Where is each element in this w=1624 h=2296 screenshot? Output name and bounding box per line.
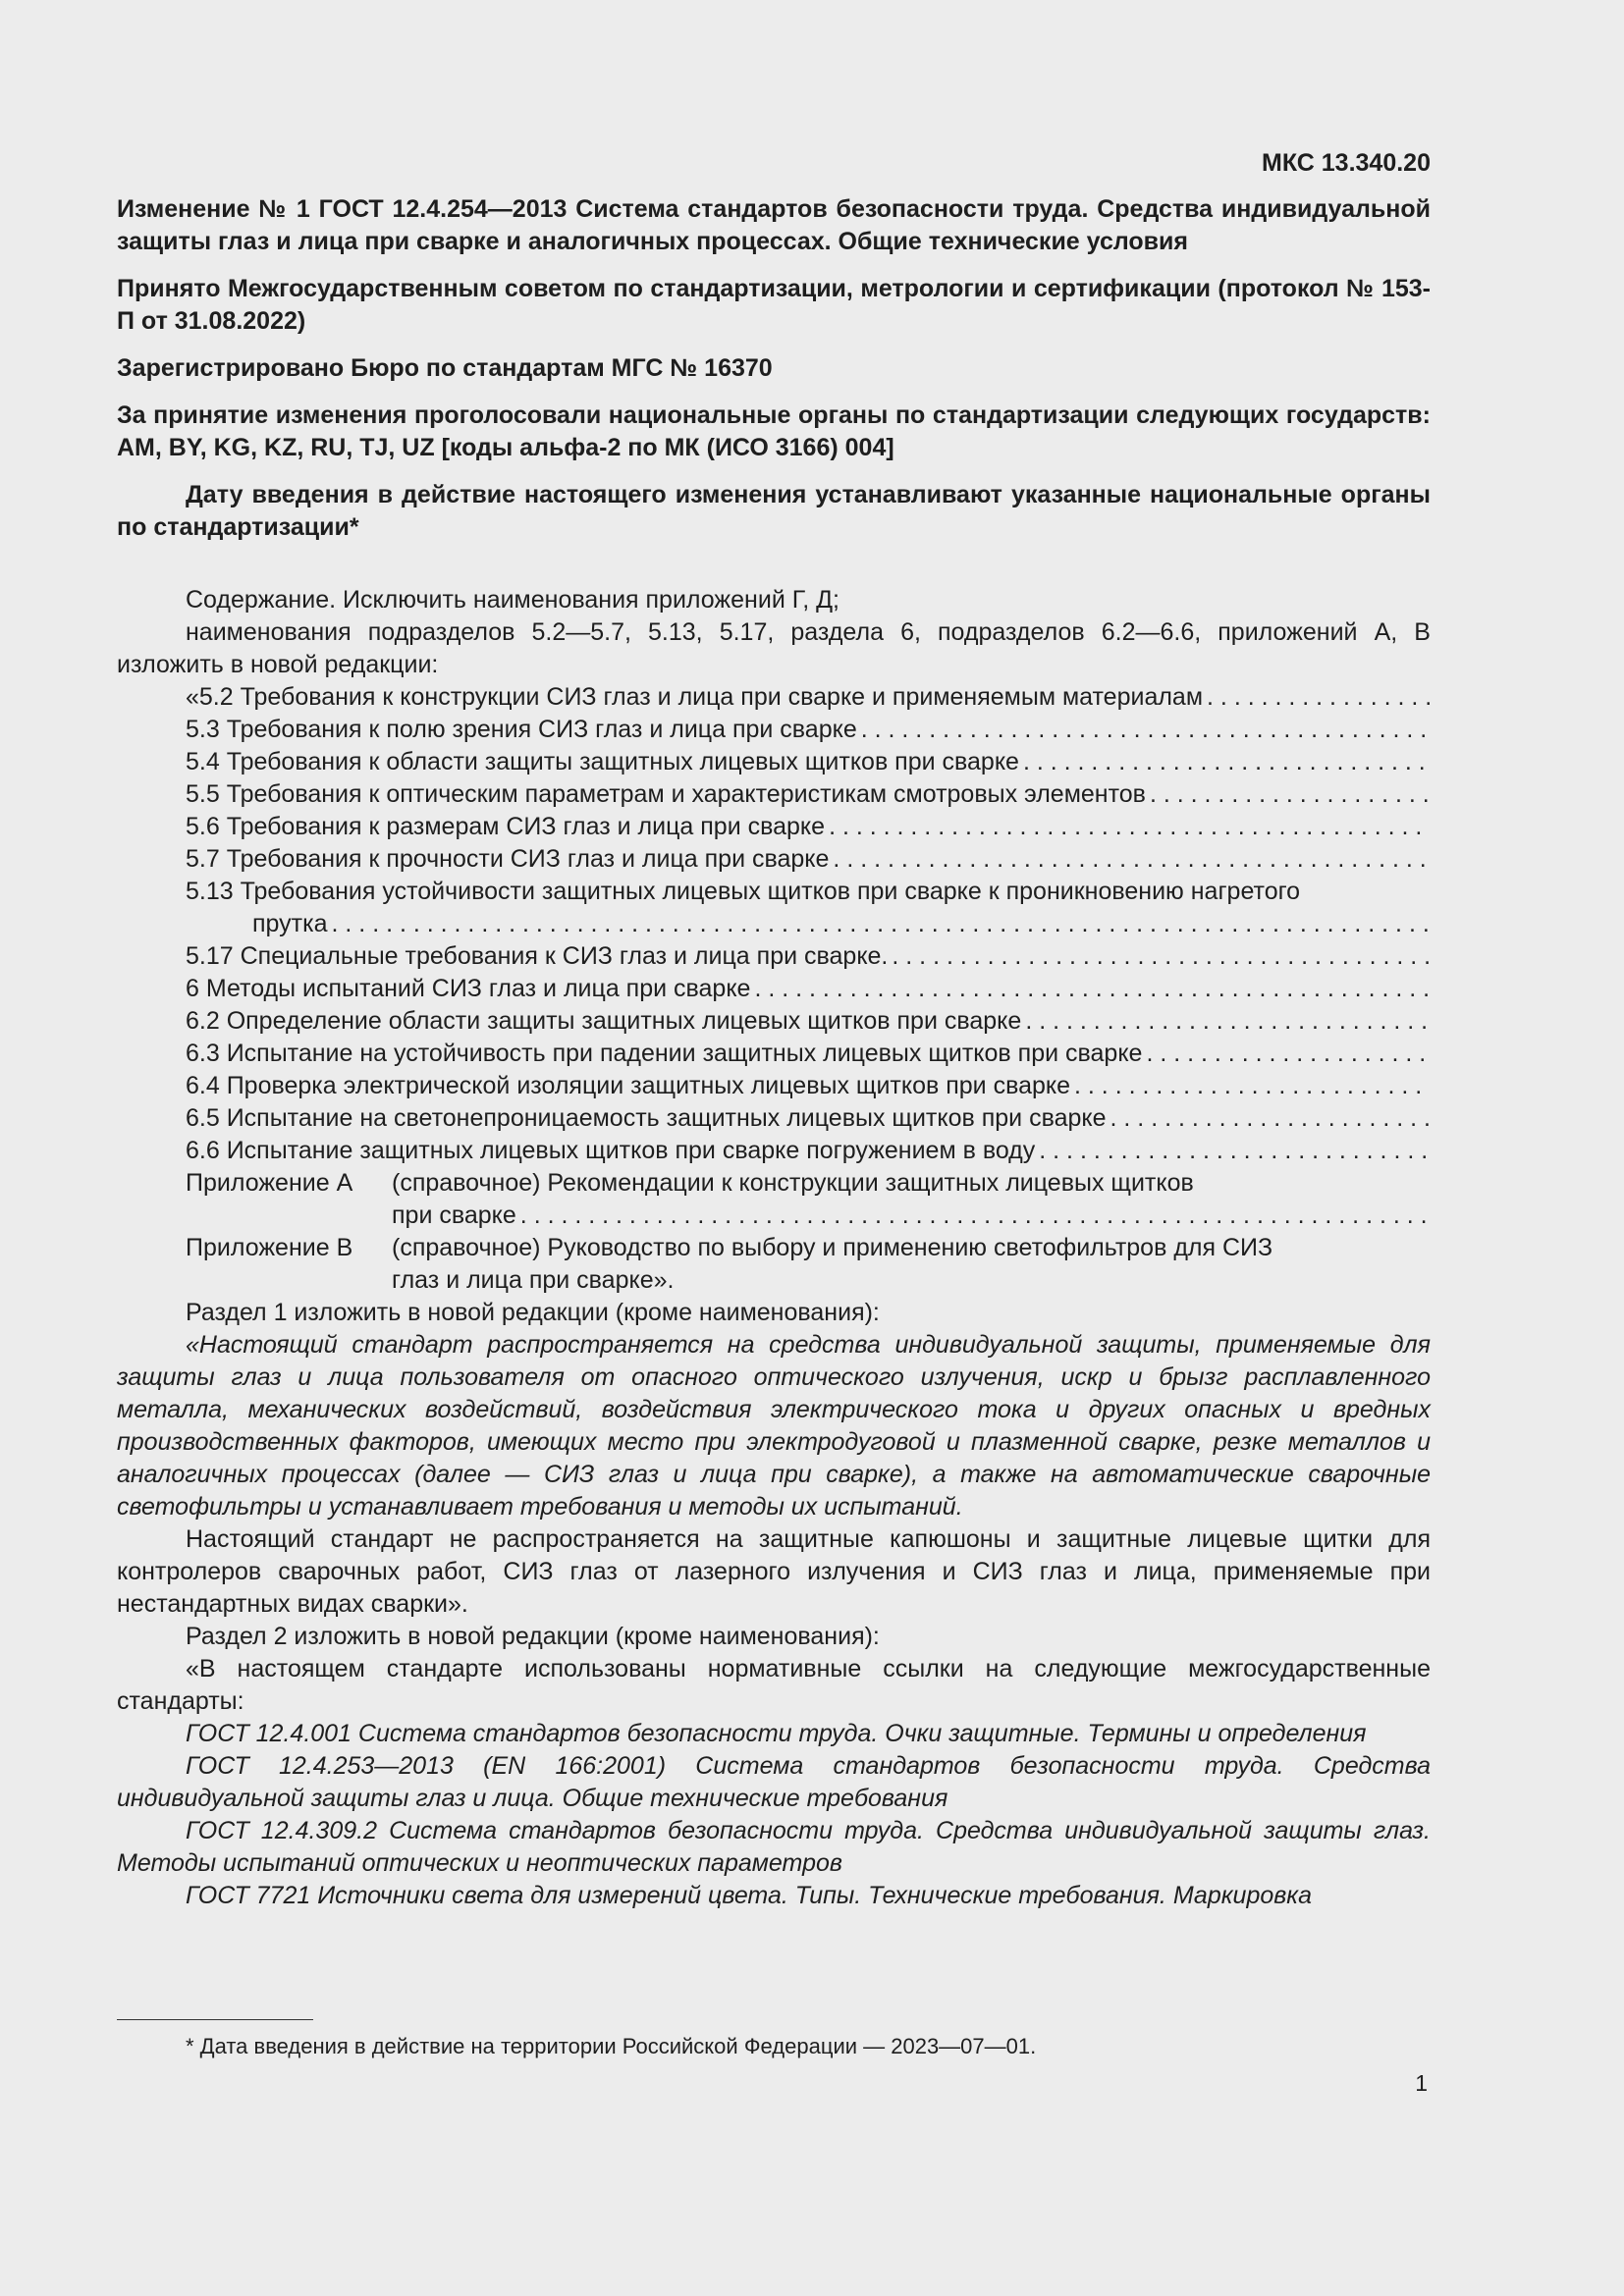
paragraph: наименования подразделов 5.2—5.7, 5.13, 5.17, раздела 6, подразделов 6.2—6.6, приложений А, В изложить в новой редакции: — [117, 618, 1431, 678]
footnote-divider — [117, 2019, 313, 2020]
effective-date-statement: Дату введения в действие настоящего изменения устанавливают указанные национальные органы по стандартизации* — [117, 481, 1431, 541]
toc-item: 6 Методы испытаний СИЗ глаз и лица при сварке . . . — [117, 973, 1431, 1005]
toc-item: 6.6 Испытание защитных лицевых щитков при сварке погружением в воду . . . — [117, 1135, 1431, 1167]
toc-appendix-b: Приложение В (справочное) Руководство по выбору и применению светофильтров для СИЗ — [186, 1234, 1273, 1261]
spacer — [117, 559, 1431, 584]
reference-item: ГОСТ 12.4.253—2013 (EN 166:2001) Система стандартов безопасности труда. Средства индивидуальной защиты глаз и лица. Общие технические требования — [117, 1752, 1431, 1812]
voting-statement: За принятие изменения проголосовали национальные органы по стандартизации следующих государств: AM, BY, KG, KZ, RU, TJ, UZ [коды альфа-2 по МК (ИСО 3166) 004] — [117, 401, 1431, 461]
paragraph: Содержание. Исключить наименования приложений Г, Д; — [186, 586, 839, 614]
toc-item: 5.17 Специальные требования к СИЗ глаз и лица при сварке. . . . — [117, 940, 1431, 973]
reference-item: ГОСТ 7721 Источники света для измерений цвета. Типы. Технические требования. Маркировка — [186, 1882, 1313, 1909]
paragraph: Раздел 1 изложить в новой редакции (кроме наименования): — [186, 1299, 880, 1326]
toc-item: 6.2 Определение области защиты защитных лицевых щитков при сварке . . . — [117, 1005, 1431, 1038]
toc-appendix-b-continuation: глаз и лица при сварке». — [392, 1266, 675, 1294]
footnote: * Дата введения в действие на территории Российской Федерации — 2023—07—01. — [186, 2034, 1037, 2058]
toc-item: 5.7 Требования к прочности СИЗ глаз и лица при сварке . . . — [117, 843, 1431, 876]
toc-item: 5.6 Требования к размерам СИЗ глаз и лица при сварке . . . — [117, 811, 1431, 843]
toc-appendix-a: Приложение А (справочное) Рекомендации к конструкции защитных лицевых щитков — [186, 1169, 1194, 1197]
toc-appendix-a-continuation: при сварке . . . — [117, 1200, 1431, 1232]
reference-item: ГОСТ 12.4.309.2 Система стандартов безопасности труда. Средства индивидуальной защиты глаз. Методы испытаний оптических и неоптических параметров — [117, 1817, 1431, 1877]
toc-item: 6.3 Испытание на устойчивость при падении защитных лицевых щитков при сварке . . . — [117, 1038, 1431, 1070]
paragraph: Настоящий стандарт не распространяется на защитные капюшоны и защитные лицевые щитки для контролеров сварочных работ, СИЗ глаз от лазерного излучения и СИЗ глаз и лица, применяемые при нестандартных видах сварки». — [117, 1525, 1431, 1618]
toc-item-continuation: прутка . . . — [117, 908, 1431, 940]
toc-item: 5.5 Требования к оптическим параметрам и характеристикам смотровых элементов . . . — [117, 778, 1431, 811]
page-content — [117, 147, 1431, 1912]
adopted-statement: Принято Межгосударственным советом по стандартизации, метрологии и сертификации (протокол № 153-П от 31.08.2022) — [117, 275, 1431, 335]
toc-item: «5.2 Требования к конструкции СИЗ глаз и лица при сварке и применяемым материалам . . . — [117, 681, 1431, 714]
toc-item: 6.4 Проверка электрической изоляции защитных лицевых щитков при сварке . . . — [117, 1070, 1431, 1102]
registration-statement: Зарегистрировано Бюро по стандартам МГС № 16370 — [117, 354, 773, 382]
toc-item: 5.3 Требования к полю зрения СИЗ глаз и лица при сварке . . . — [117, 714, 1431, 746]
paragraph-scope: «Настоящий стандарт распространяется на средства индивидуальной защиты, применяемые для защиты глаз и лица пользователя от опасного оптического излучения, искр и брызг расплавленного металла, механических воздействий, воздействия электрического тока и других опасных и вредных производственных факторов, имеющих место при электродуговой и плазменной сварке, резке металлов и аналогичных процессах (далее — СИЗ глаз и лица при сварке), а также на автоматические сварочные светофильтры и устанавливает требования и методы их испытаний. — [117, 1331, 1431, 1521]
paragraph: Раздел 2 изложить в новой редакции (кроме наименования): — [186, 1623, 880, 1650]
page-number: 1 — [1415, 2070, 1428, 2096]
classification-code: МКС 13.340.20 — [1262, 149, 1431, 177]
toc-item: 6.5 Испытание на светонепроницаемость защитных лицевых щитков при сварке . . . — [117, 1102, 1431, 1135]
reference-item: ГОСТ 12.4.001 Система стандартов безопасности труда. Очки защитные. Термины и определения — [186, 1720, 1367, 1747]
toc-list — [117, 681, 1431, 1297]
paragraph: «В настоящем стандарте использованы нормативные ссылки на следующие межгосударственные стандарты: — [117, 1655, 1431, 1715]
toc-item: 5.13 Требования устойчивости защитных лицевых щитков при сварке к проникновению нагретого — [186, 878, 1301, 905]
toc-item: 5.4 Требования к области защиты защитных лицевых щитков при сварке . . . — [117, 746, 1431, 778]
amendment-title: Изменение № 1 ГОСТ 12.4.254—2013 Система стандартов безопасности труда. Средства индивидуальной защиты глаз и лица при сварке и аналогичных процессах. Общие технические условия — [117, 195, 1431, 255]
